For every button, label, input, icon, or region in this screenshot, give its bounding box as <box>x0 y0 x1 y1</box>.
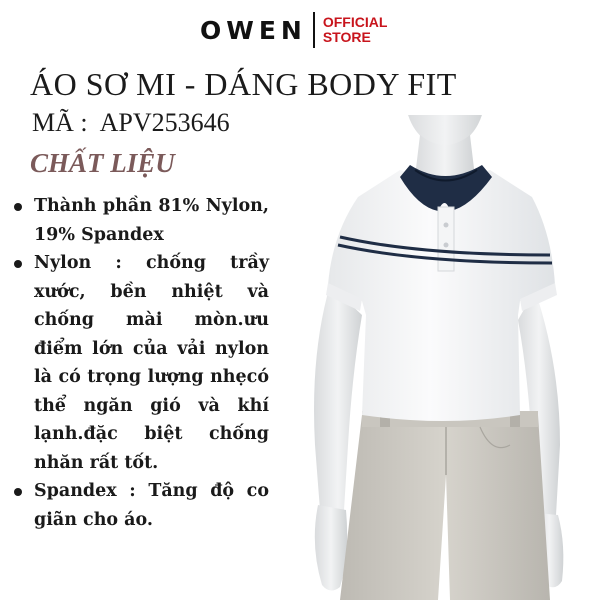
material-heading: CHẤT LIỆU <box>30 148 175 178</box>
brand-divider <box>313 12 315 48</box>
trousers <box>340 411 550 600</box>
bullet-icon <box>14 203 22 211</box>
bullet-icon <box>14 488 22 496</box>
official-store-line-2: STORE <box>322 29 371 45</box>
product-code <box>32 108 230 138</box>
official-store-badge <box>323 15 388 45</box>
product-code-value: APV253646 <box>99 108 230 137</box>
list-item <box>14 249 269 477</box>
product-photo[interactable] <box>270 115 600 600</box>
product-code-label: MÃ : <box>32 108 88 137</box>
owen-logo: OWEN <box>200 15 307 45</box>
list-item <box>14 192 269 249</box>
brand-header[interactable] <box>200 8 387 52</box>
material-item-text: Spandex : Tăng độ co giãn cho áo. <box>34 481 269 530</box>
material-item-text: Thành phần 81% Nylon, 19% Spandex <box>34 196 269 245</box>
material-item-text: Nylon : chống trầy xước, bền nhiệt và chống mài mòn.ưu điểm lớn của vải nylon là có trọng lượng nhẹcó thể ngăn gió và khí lạnh.đặc biệt chống nhăn rất tốt. <box>34 253 269 473</box>
list-item <box>14 477 269 534</box>
polo-shirt <box>326 165 557 421</box>
material-list <box>14 192 269 534</box>
bullet-icon <box>14 260 22 268</box>
product-title: ÁO SƠ MI - DÁNG BODY FIT <box>30 66 457 102</box>
official-store-line-1: OFFICIAL <box>322 14 388 30</box>
